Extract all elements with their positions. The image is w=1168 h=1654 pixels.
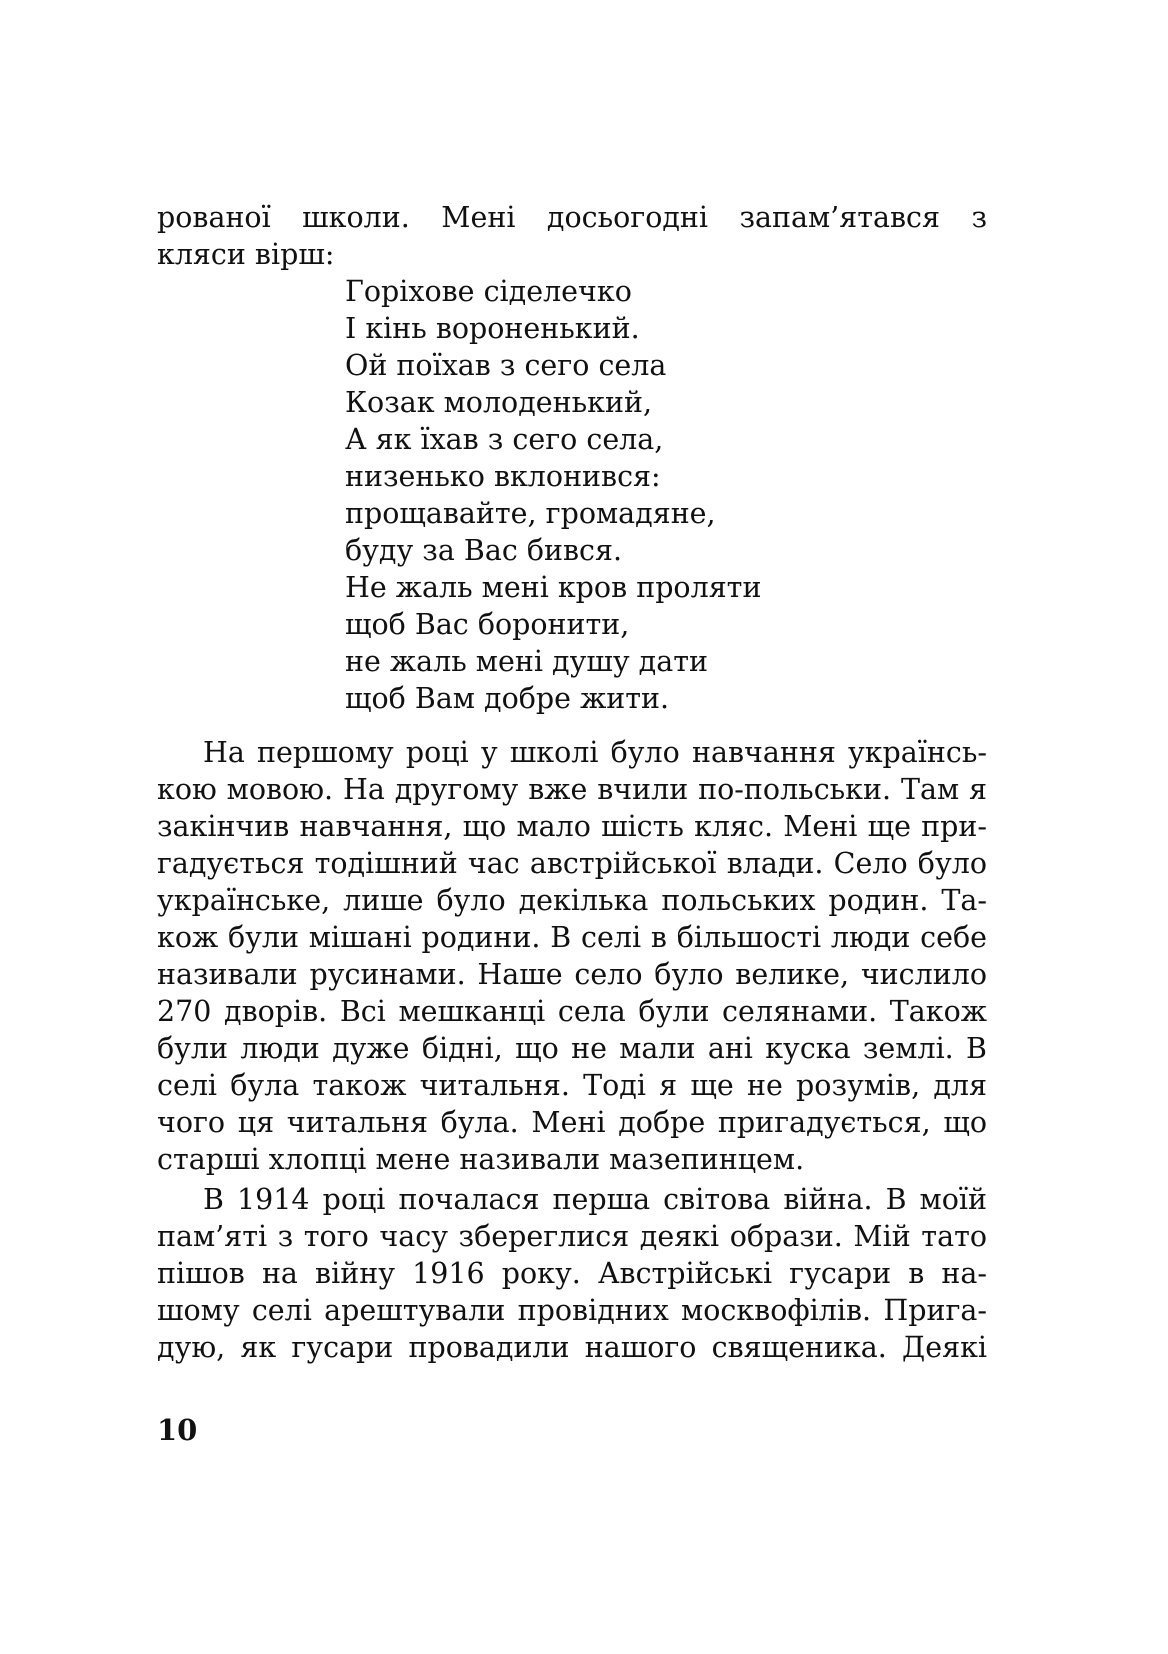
text-line: називали русинами. Наше село було велике, числило [157,958,987,991]
text-line: пам’яті з того часу збереглися деякі образи. Мій тато [157,1220,987,1253]
poem-line: І кінь вороненький. [345,312,640,345]
poem-line: прощавайте, громадяне, [345,497,716,530]
page-number: 10 [157,1413,198,1447]
text-line: селі була також читальня. Тоді я ще не розумів, для [157,1069,987,1102]
text-line: кою мовою. На другому вже вчили по-польськи. Там я [157,773,987,806]
poem [345,273,945,717]
poem-line: А як їхав з сего села, [345,423,664,456]
text-line: На першому році у школі було навчання українсь- [203,736,987,769]
paragraph-2 [157,1181,987,1366]
poem-line: Козак молоденький, [345,386,653,419]
text-line: пішов на війну 1916 року. Австрійські гусари в на- [157,1257,987,1290]
text-line: старші хлопці мене називали мазепинцем. [157,1143,805,1176]
text-line: шому селі арештували провідних москвофілів. Прига- [157,1294,987,1327]
poem-line: Не жаль мені кров проляти [345,571,762,604]
text-line: кож були мішані родини. В селі в більшості люди себе [157,921,987,954]
text-line: рованої школи. Мені досьогодні запам’ятався з [157,201,987,234]
poem-line: щоб Вам добре жити. [345,682,670,715]
poem-line: не жаль мені душу дати [345,645,708,678]
text-line: 270 дворів. Всі мешканці села були селянами. Також [157,995,987,1028]
text-line: кляси вірш: [157,238,335,271]
poem-line: низенько вклонився: [345,460,661,493]
poem-line: щоб Вас боронити, [345,608,630,641]
poem-line: Горіхове сіделечко [345,275,632,308]
paragraph-1 [157,734,987,1178]
text-line: гадується тодішний час австрійської влади. Село було [157,847,987,880]
text-line: українське, лише було декілька польських родин. Та- [157,884,987,917]
poem-line: буду за Вас бився. [345,534,623,567]
text-line: закінчив навчання, що мало шість кляс. Мені ще при- [157,810,987,843]
text-line: були люди дуже бідні, що не мали ані куска землі. В [157,1032,987,1065]
text-line: дую, як гусари провадили нашого священика. Деякі [157,1331,987,1364]
intro-text [157,199,987,273]
poem-line: Ой поїхав з сего села [345,349,667,382]
text-line: В 1914 році почалася перша світова війна. В моїй [203,1183,987,1216]
text-line: чого ця читальня була. Мені добре пригадується, що [157,1106,987,1139]
